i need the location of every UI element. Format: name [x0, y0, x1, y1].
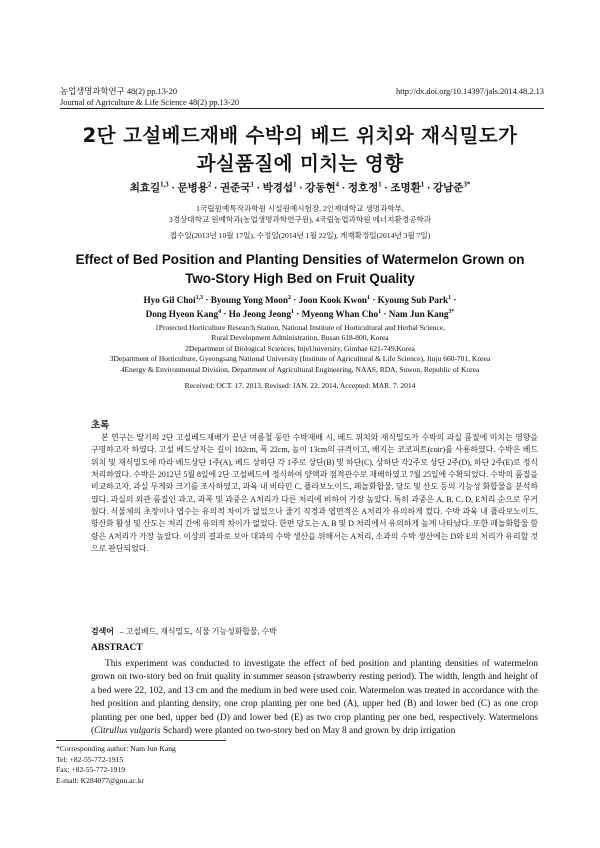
keywords — [91, 626, 538, 637]
telephone: Tel: +82-55-772-1915 — [56, 754, 124, 764]
abstract-korean-body: 본 연구는 딸기의 2단 고설베드재배가 끝난 여름철 동안 수박재배 시, 베드 위치와 재식밀도가 수박의 과실 품질에 미치는 영향을 구명하고자 하였다. 고설 베드상자는 길이 102cm, 폭 22cm, 높이 13cm의 규격이고, 배지는 코코피트(coir)를 사용하였다. 수박은 베드 위치 및 재식밀도에 따라 베드상단 1주(A), 베드 상하단 각 1주로 상단(B) 및 하단(C), 상하단 각2주로 상단 2주(D), 하단 2주(E)로 정식 처리하였다. 수박은 2012년 5월 8일에 2단 고설베드에 정식하여 양액과 점적관수로 재배하였고 7월 25일에 수확되었다. 수박의 품질을 비교하고자, 과실 무게와 크기를 조사하였고, 과육 내 비타민 C, 플라보노이드, 페놀화합물, 당도 및 산도 등의 기능성 화합물을 분석하였다. 과실의 외관 품질인 과고, 과폭 및 과중은 A처리가 다른 처리에 비하여 가장 높았다. 특히 과중은 A, B, C, D, E처리 순으로 무거웠다. 식물체의 초장이나 엽수는 유의적 차이가 없었으나 줄기 직경과 엽면적은 A처리가 유의하게 컸다. 수박 과육 내 플라보노이드, 항산화 활성 및 산도는 처리 간에 유의적 차이가 없었다. 한편 당도는 A, B 및 D 처리에서 유의하게 높게 나타났다. 또한 페놀화합물 함량은 A처리가 가장 높았다. 이상의 결과로 보아 대과의 수박 생산을 위해서는 A처리, 소과의 수박 생산에는 D와 E의 처리가 유리할 것으로 판단되었다. — [91, 433, 538, 554]
affiliation-line: 3경상대학교 원예학과(농업생명과학연구원), 4국립농업과학원 에너지환경공학과 — [168, 215, 432, 224]
affiliation-line: 3Department of Horticulture, Gyeongsang National University (Institute of Agricultural & Life Science), Jinju 660-701, Korea — [109, 354, 491, 364]
dates-korean: 접수일(2013년 10월 17일), 수정일(2014년 1월 22일), 게재확정일(2014년 3월 7일) — [169, 231, 431, 240]
keywords-text: – 고설베드, 재식밀도, 식물 기능성화합물, 수박 — [119, 627, 277, 636]
affiliation-line: Rural Development Administration, Busan 618-800, Korea — [211, 333, 389, 343]
affiliations-korean — [60, 203, 540, 225]
corresponding-author: *Corresponding author: Nam Jun Kang — [56, 744, 176, 753]
fax: Fax: +82-55-772-1919 — [56, 765, 126, 775]
title-korean: 2단 고설베드재배 수박의 베드 위치와 재식밀도가 과실품질에 미치는 영향 — [82, 124, 518, 175]
running-header — [60, 86, 544, 108]
footnote-rule — [56, 740, 226, 741]
abstract-english-heading: ABSTRACT — [91, 643, 143, 653]
abstract-english-body: This experiment was conducted to investigate the effect of bed position and planting densities of watermelon grown on two-story bed on fruit quality in summer season (strawberry resting period). The width, length and height of a bed were 22, 102, and 13 cm and the medium in bed were used coir. Watermelon was treated in accordance with the bed position and planting density, one crop planting per one bed (A), upper bed (B) and lower bed (C) as one crop planting per one bed, upper bed (D) and lower bed (E) as two crop planting per one bed, respectively. Watermelons (Citrullus vulgaris Schard) were planted on two-story bed on May 8 and grown by drip irrigation — [91, 659, 538, 737]
affiliations-english — [60, 323, 540, 375]
affiliation-line: 2Department of Biological Sciences, InjeUniversity, Gimhae 621-749,Korea — [185, 343, 415, 353]
journal-name-ko: 농업생명과학연구 48(2) pp.13-20 — [60, 87, 178, 96]
title-english: Effect of Bed Position and Planting Densities of Watermelon Grown on Two-Story High Bed on Fruit Quality — [75, 252, 525, 286]
authors-english: Hyo Gil Choi$^{1,3}$ · Byoung Yong Moon$^2$ · Joon Kook Kwon$^1$ · Kyoung Sub Park$^1$ · Dong Hyeon Kang$^4$ · Ho Jeong Jeong$^1$ · Myeong Whan Cho$^1$ · Nam Jun Kang$^{3*}$ — [143, 294, 457, 319]
doi-link[interactable]: http://dx.doi.org/10.14397/jals.2014.48.2.13 — [395, 87, 544, 96]
species-name: Citrullus vulgaris — [94, 726, 161, 737]
affiliation-line: 1Protected Horticulture Research Station, National Institute of Horticultural and Herbal Science, — [155, 323, 445, 332]
authors-korean: 최효길$^{1,3}$ · 문병용$^2$ · 권준국$^1$ · 박경섭$^1$ · 강동현$^4$ · 정호정$^1$ · 조명환$^1$ · 강남준$^{3*}$ — [129, 181, 471, 194]
affiliation-line: 4Energy & Environmental Division, Department of Agricultural Engineering, NAAS, RDA, Suwon, Republic of Korea — [120, 364, 480, 374]
journal-name-en: Journal of Agriculture & Life Science 48(2) pp.13-20 — [60, 98, 240, 107]
footnote — [56, 744, 176, 786]
header-rule — [60, 108, 544, 109]
keywords-label: 검색어 — [91, 627, 114, 636]
email[interactable]: E-mail: K284077@gnu.ac.kr — [56, 775, 145, 785]
affiliation-line: 1국립원예특작과학원 시설원예시험장, 2인제대학교 생명과학부, — [196, 204, 404, 213]
abstract-korean-heading: 초록 — [91, 421, 110, 431]
dates-english: Received: OCT. 17. 2013, Revised: JAN. 22. 2014, Accepted: MAR. 7. 2014 — [184, 381, 416, 390]
